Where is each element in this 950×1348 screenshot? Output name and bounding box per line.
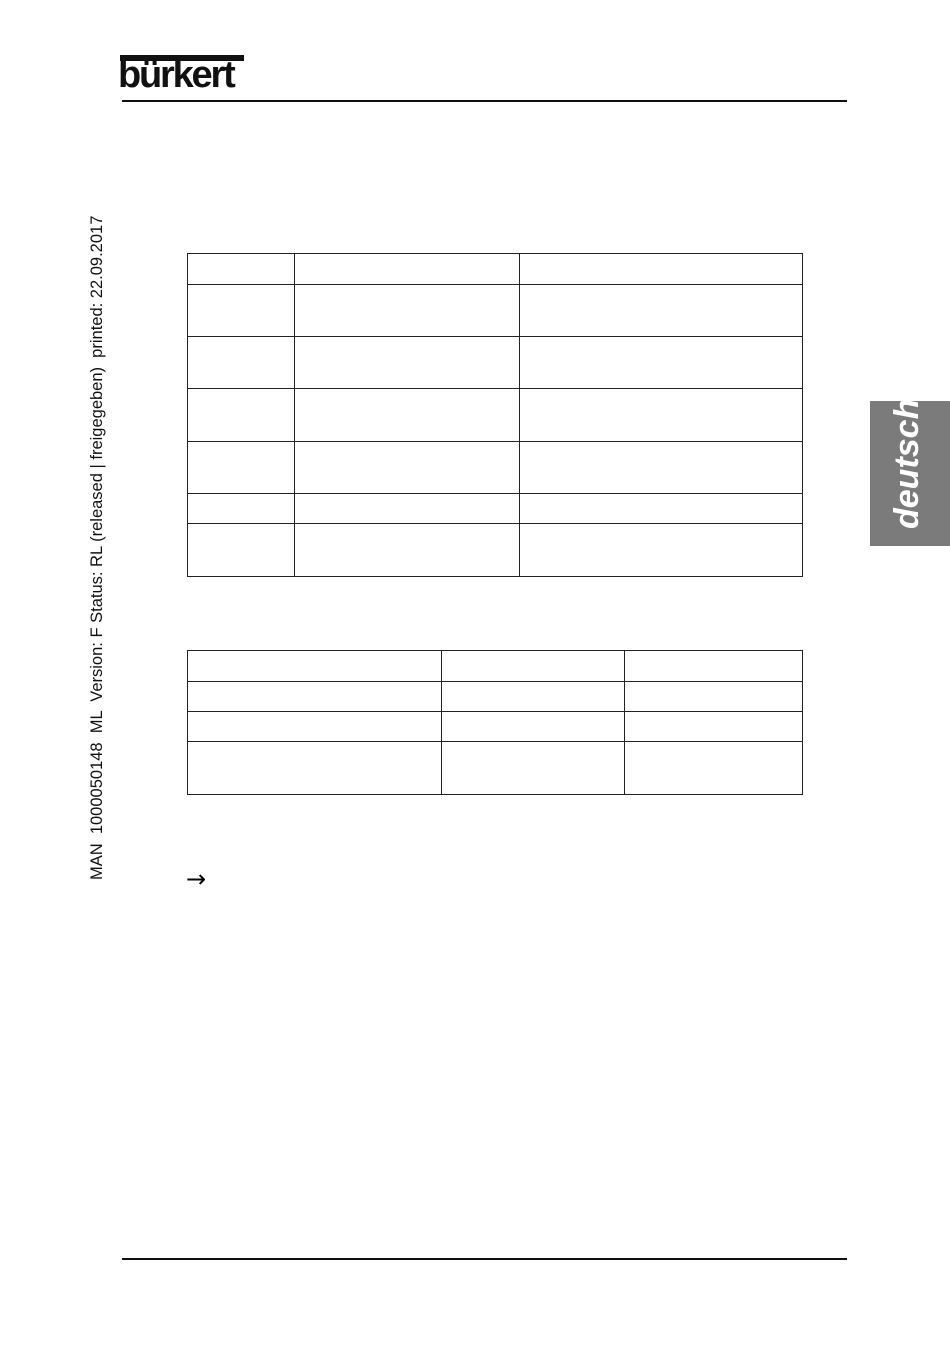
table-cell <box>520 494 803 524</box>
table-cell <box>520 389 803 442</box>
table-cell <box>520 442 803 494</box>
table-row <box>188 494 803 524</box>
table-cell <box>625 712 803 742</box>
table-cell <box>625 742 803 795</box>
table-cell <box>188 651 442 682</box>
table-cell <box>625 651 803 682</box>
table-row <box>188 651 803 682</box>
table-cell <box>188 389 295 442</box>
table-cell <box>520 524 803 577</box>
document-status-note: MAN 1000050148 ML Version: F Status: RL (released | freigegeben) printed: 22.09.2017 <box>88 215 106 880</box>
table-cell <box>188 285 295 337</box>
table-cell <box>295 337 520 389</box>
table-row <box>188 254 803 285</box>
table-cell <box>295 285 520 337</box>
footer-rule <box>122 1258 847 1260</box>
table-row <box>188 524 803 577</box>
table-cell <box>188 524 295 577</box>
table-cell <box>295 524 520 577</box>
header-rule <box>122 100 847 102</box>
table-cell <box>442 712 625 742</box>
burkert-logo <box>120 55 248 95</box>
table-cell <box>520 285 803 337</box>
table-cell <box>295 254 520 285</box>
table-row <box>188 389 803 442</box>
table-cell <box>188 712 442 742</box>
table-row <box>188 285 803 337</box>
table-cell <box>188 337 295 389</box>
table-row <box>188 712 803 742</box>
table-cell <box>188 742 442 795</box>
logo-text: bürkert <box>118 54 234 96</box>
language-tab-label: deutsch <box>888 398 926 529</box>
table-cell <box>520 254 803 285</box>
table-row <box>188 442 803 494</box>
table-cell <box>442 651 625 682</box>
table-cell <box>625 682 803 712</box>
table-cell <box>188 682 442 712</box>
table-cell <box>295 494 520 524</box>
specification-table-1 <box>187 253 803 577</box>
arrow-right-icon: → <box>186 865 207 893</box>
table-cell <box>295 389 520 442</box>
table-cell <box>188 494 295 524</box>
table-row <box>188 337 803 389</box>
table-cell <box>188 254 295 285</box>
table-row <box>188 682 803 712</box>
table-cell <box>188 442 295 494</box>
table-cell <box>520 337 803 389</box>
table-cell <box>442 682 625 712</box>
table-cell <box>442 742 625 795</box>
language-tab <box>870 398 950 546</box>
specification-table-2 <box>187 650 803 795</box>
table-row <box>188 742 803 795</box>
table-cell <box>295 442 520 494</box>
